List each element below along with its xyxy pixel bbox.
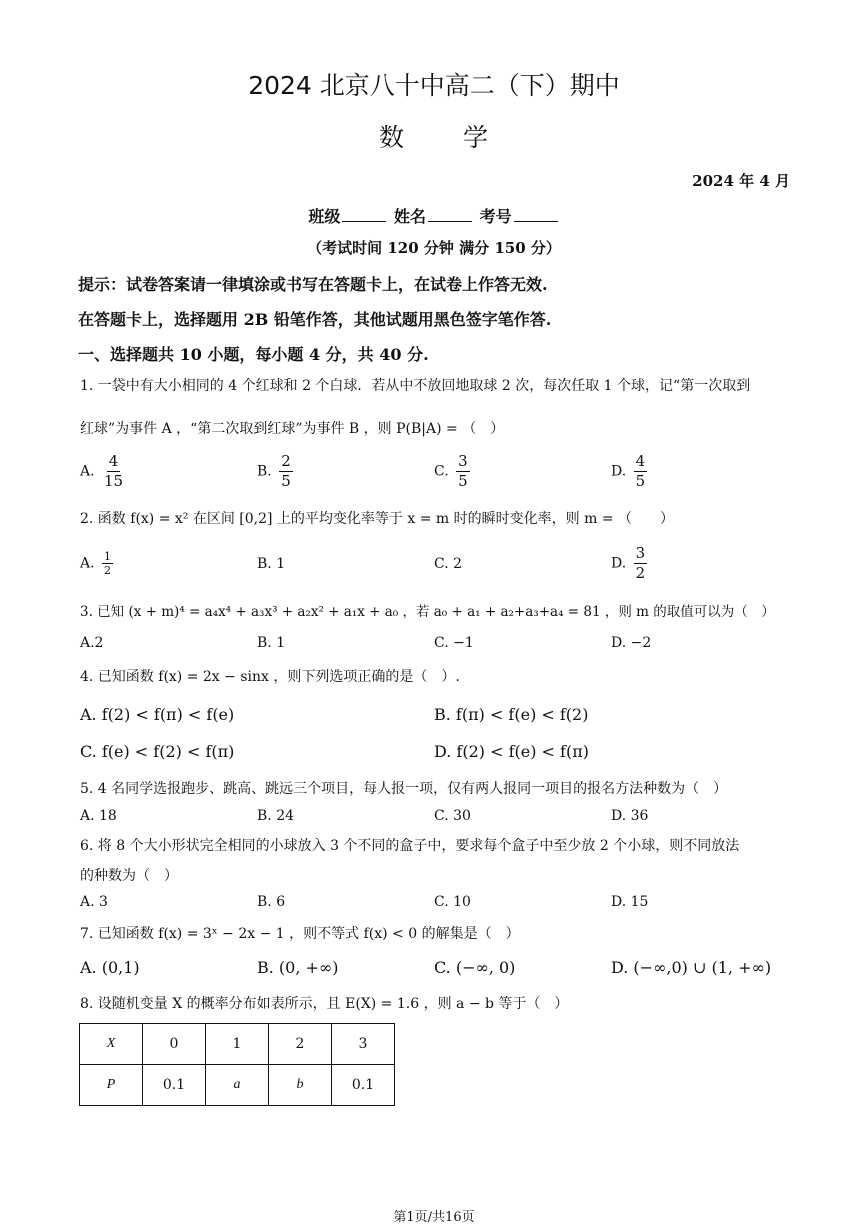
q1-option-a: A. $\frac{4}{15}$ — [80, 452, 124, 490]
table-row — [80, 1065, 395, 1106]
q3-option-c: C. −1 — [434, 635, 474, 651]
table-cell: 2 — [269, 1024, 332, 1065]
q6-option-c: C. 10 — [434, 894, 471, 910]
table-cell: X — [80, 1024, 143, 1065]
number-label: 考号 — [479, 207, 512, 226]
subject-char-1: 数 — [378, 123, 405, 152]
q6-stem-line1: 6. 将 8 个大小形状完全相同的小球放入 3 个不同的盒子中，要求每个盒子中至少放 2 个小球，则不同放法 — [80, 838, 740, 854]
q2-option-a: A. $\frac{1}{2}$ — [80, 550, 112, 577]
q7-option-a: A. (0,1) — [80, 958, 140, 977]
subject-char-2: 学 — [463, 123, 490, 152]
q3-option-d: D. −2 — [611, 635, 652, 651]
table-cell: 1 — [206, 1024, 269, 1065]
q3-stem: 3. 已知 (x + m)⁴ = a₄x⁴ + a₃x³ + a₂x² + a₁x + a₀ ，若 a₀ + a₁ + a₂+a₃+a₄ = 81 ，则 m 的取值可以为（ ） — [80, 604, 775, 620]
q6-stem-line2: 的种数为（ ） — [80, 868, 178, 884]
notice-line-2: 在答题卡上，选择题用 2B 铅笔作答，其他试题用黑色签字笔作答. — [78, 310, 552, 329]
student-info-fields — [0, 204, 868, 227]
probability-table — [79, 1023, 395, 1106]
q1-stem-line2: 红球”为事件 A ，“第二次取到红球”为事件 B ，则 P(B|A) = （ ） — [80, 421, 505, 437]
subject-title — [0, 118, 868, 154]
table-cell: 0.1 — [332, 1065, 395, 1106]
table-cell: a — [206, 1065, 269, 1106]
q7-option-c: C. (−∞, 0) — [434, 958, 516, 977]
table-cell: 3 — [332, 1024, 395, 1065]
q4-option-a: A. f(2) < f(π) < f(e) — [80, 705, 235, 724]
class-label: 班级 — [308, 207, 341, 226]
q5-option-a: A. 18 — [80, 808, 117, 824]
q6-option-b: B. 6 — [257, 894, 286, 910]
table-cell: b — [269, 1065, 332, 1106]
q5-stem: 5. 4 名同学选报跑步、跳高、跳远三个项目，每人报一项，仅有两人报同一项目的报名方法种数为（ ） — [80, 781, 728, 797]
q2-stem: 2. 函数 f(x) = x² 在区间 [0,2] 上的平均变化率等于 x = m 时的瞬时变化率，则 m = （ ） — [80, 511, 674, 527]
q1-stem-line1: 1. 一袋中有大小相同的 4 个红球和 2 个白球．若从中不放回地取球 2 次，每次任取 1 个球，记“第一次取到 — [80, 378, 751, 394]
q4-option-b: B. f(π) < f(e) < f(2) — [434, 705, 589, 724]
q3-option-b: B. 1 — [257, 635, 286, 651]
q4-option-d: D. f(2) < f(e) < f(π) — [434, 742, 589, 761]
number-blank[interactable] — [514, 207, 558, 222]
q3-option-a: A.2 — [80, 635, 104, 651]
page-title: 2024 北京八十中高二（下）期中 — [248, 71, 620, 100]
q6-option-a: A. 3 — [80, 894, 108, 910]
q4-stem: 4. 已知函数 f(x) = 2x − sinx ，则下列选项正确的是（ ）. — [80, 669, 460, 685]
q4-option-c: C. f(e) < f(2) < f(π) — [80, 742, 235, 761]
q2-option-b: B. 1 — [257, 556, 286, 572]
exam-time-info: （考试时间 120 分钟 满分 150 分） — [307, 239, 561, 257]
q7-option-b: B. (0, +∞) — [257, 958, 339, 977]
q7-stem: 7. 已知函数 f(x) = 3ˣ − 2x − 1 ，则不等式 f(x) < 0 的解集是（ ） — [80, 926, 520, 942]
q8-stem: 8. 设随机变量 X 的概率分布如表所示，且 E(X) = 1.6 ，则 a − b 等于（ ） — [80, 996, 569, 1012]
section-heading: 一、选择题共 10 小题，每小题 4 分，共 40 分. — [78, 345, 429, 364]
q5-option-d: D. 36 — [611, 808, 649, 824]
q1-option-c: C. $\frac{3}{5}$ — [434, 452, 468, 490]
q2-option-c: C. 2 — [434, 556, 463, 572]
table-cell: P — [80, 1065, 143, 1106]
q5-option-c: C. 30 — [434, 808, 471, 824]
q7-option-d: D. (−∞,0) ∪ (1, +∞) — [611, 958, 772, 977]
q1-option-b: B. $\frac{2}{5}$ — [257, 452, 291, 490]
exam-date: 2024 年 4 月 — [692, 172, 790, 190]
notice-line-1: 提示：试卷答案请一律填涂或书写在答题卡上，在试卷上作答无效. — [78, 275, 548, 294]
table-row — [80, 1024, 395, 1065]
table-cell: 0.1 — [143, 1065, 206, 1106]
class-blank[interactable] — [342, 207, 386, 222]
q6-option-d: D. 15 — [611, 894, 649, 910]
q5-option-b: B. 24 — [257, 808, 295, 824]
page-footer: 第1页/共16页 — [393, 1210, 475, 1225]
name-label: 姓名 — [393, 207, 426, 226]
q2-option-d: D. $\frac{3}{2}$ — [611, 544, 646, 582]
name-blank[interactable] — [428, 207, 472, 222]
q1-option-d: D. $\frac{4}{5}$ — [611, 452, 646, 490]
table-cell: 0 — [143, 1024, 206, 1065]
